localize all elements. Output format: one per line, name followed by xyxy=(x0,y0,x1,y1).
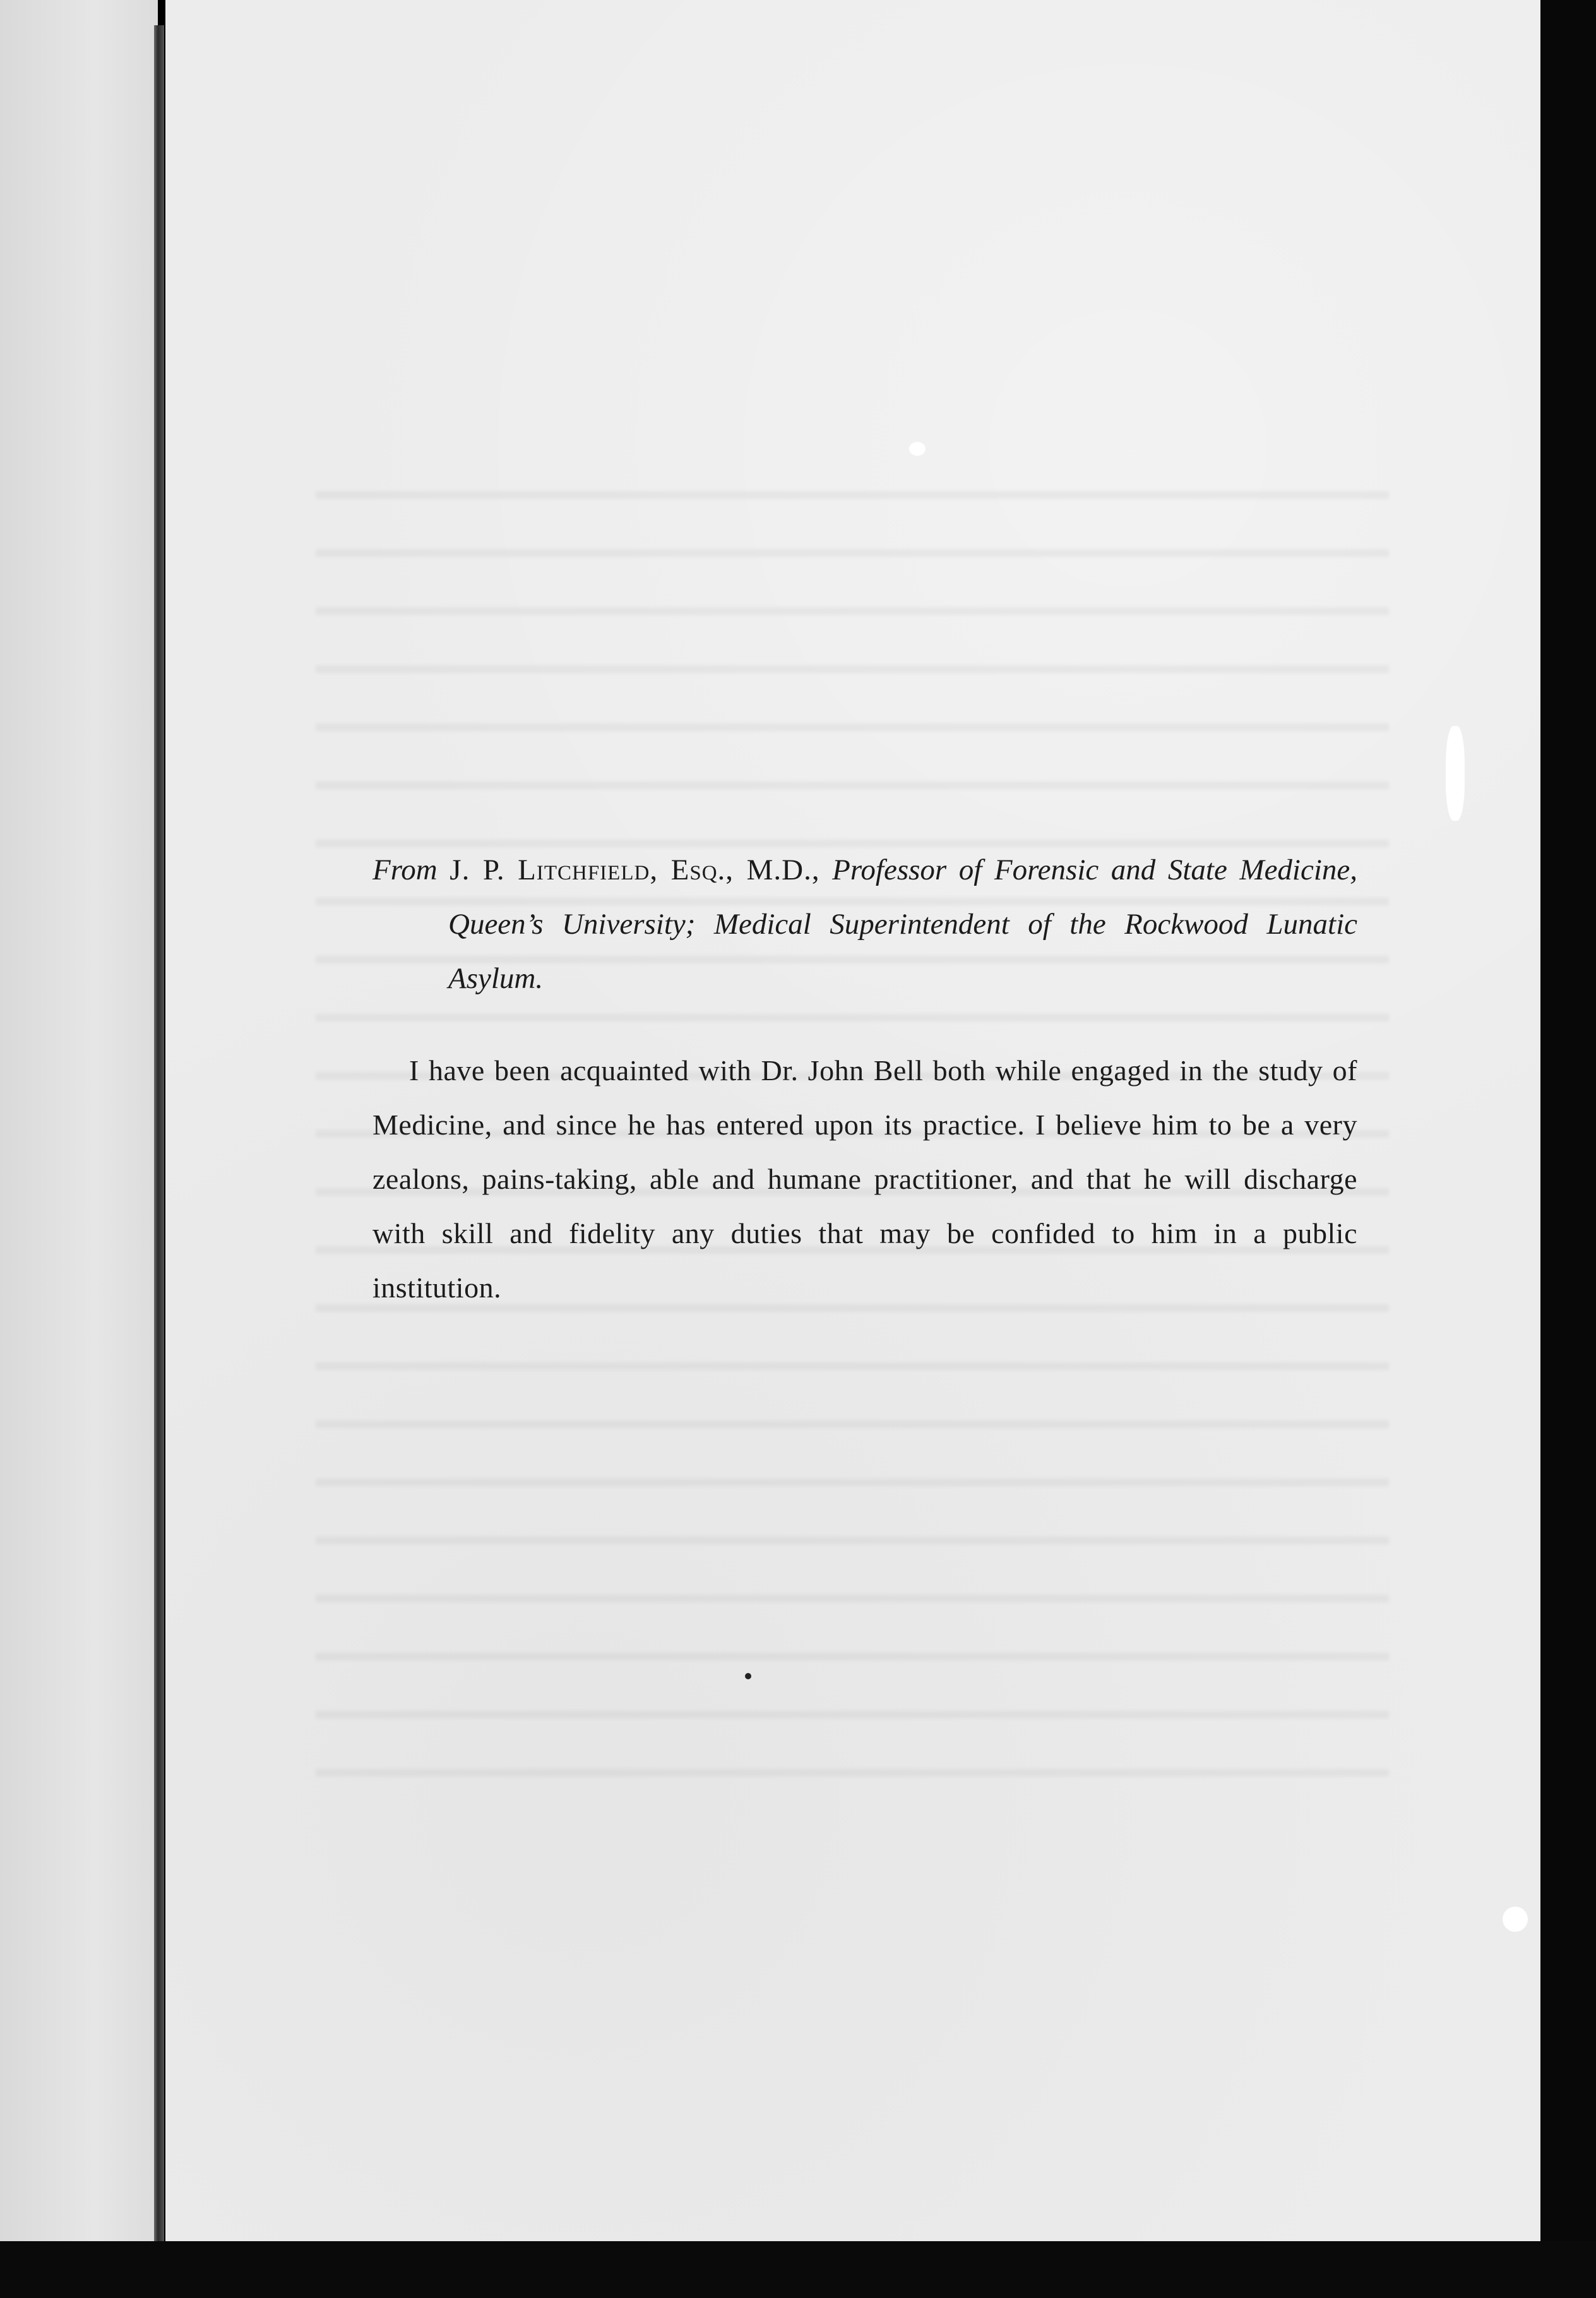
dust-speck xyxy=(909,442,926,456)
scan-border-bottom xyxy=(0,2241,1596,2298)
heading-author: J. P. Litchfield, Esq., M.D., xyxy=(450,854,820,886)
dust-speck xyxy=(745,1673,751,1679)
page-edge-shadow xyxy=(154,25,164,2247)
adjacent-page-strip xyxy=(0,0,158,2298)
dust-speck xyxy=(1446,726,1465,821)
letter-text xyxy=(372,843,1357,1315)
heading-from: From xyxy=(372,854,438,886)
heading-author-title: Professor of Forensic and State Medicine, Queen’s University; Medical Superintendent of the Rockwood Lunatic Asylum. xyxy=(448,854,1358,995)
dust-speck xyxy=(1503,1907,1528,1932)
testimonial-body: I have been acquainted with Dr. John Bell both while engaged in the study of Medicine, and since he has entered upon its practice. I believe him to be a very zealons, pains-taking, able and humane practitioner, and that he will discharge with skill and fidelity any duties that may be confided to him in a public institution. xyxy=(372,1054,1357,1304)
scan-border-right xyxy=(1540,0,1596,2298)
testimonial-heading xyxy=(372,843,1357,1006)
